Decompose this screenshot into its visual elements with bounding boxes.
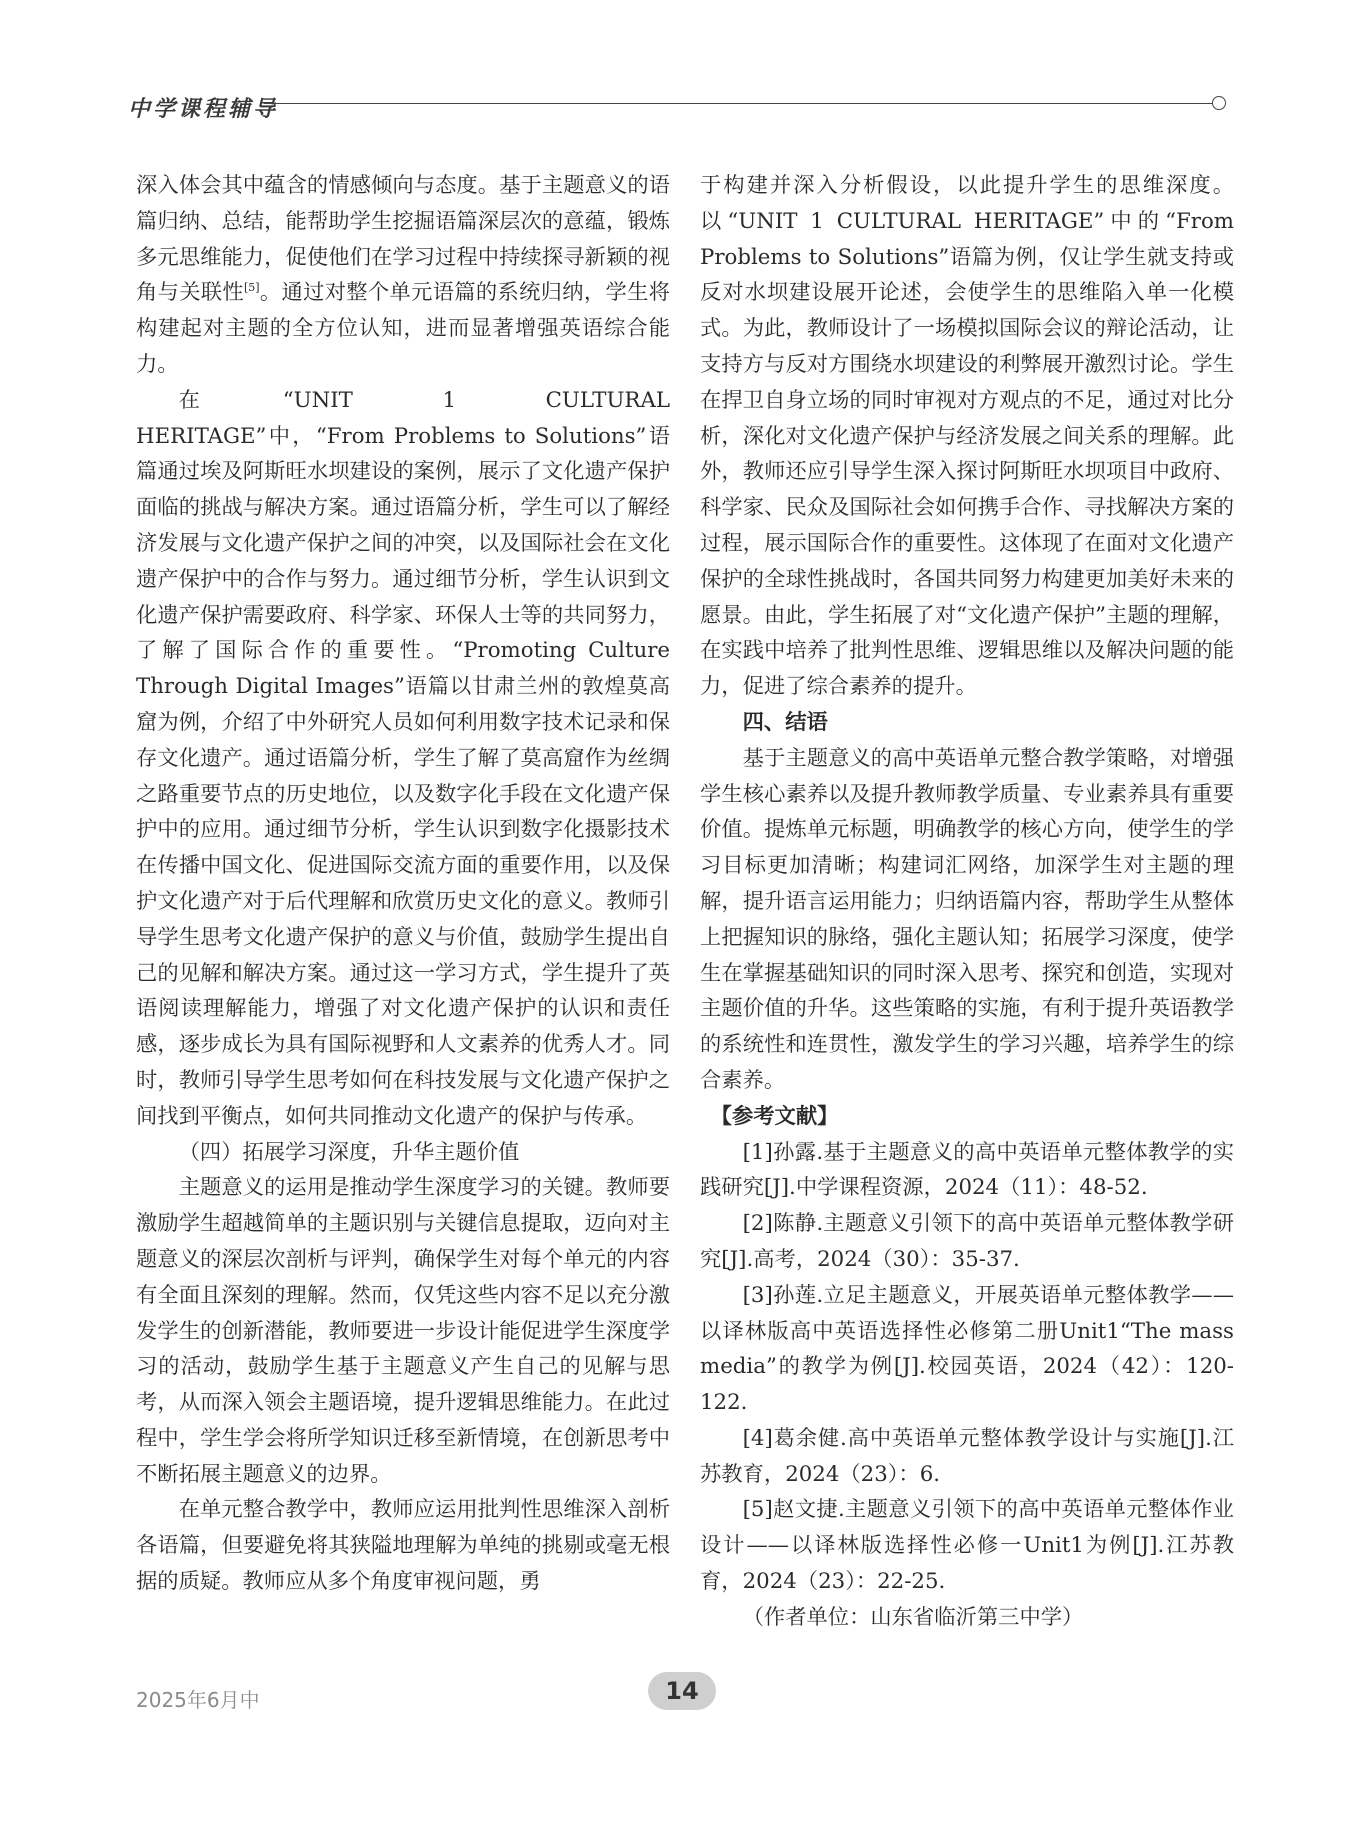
left-column bbox=[136, 168, 670, 1600]
page-number-badge: 14 bbox=[648, 1672, 716, 1710]
issue-date: 2025年6月中 bbox=[136, 1688, 260, 1712]
paragraph: 深入体会其中蕴含的情感倾向与态度。基于主题意义的语篇归纳、总结，能帮助学生挖掘语篇深层次的意蕴，锻炼多元思维能力，促使他们在学习过程中持续探寻新颖的视角与关联性[5]。通过对整个单元语篇的系统归纳，学生将构建起对主题的全方位认知，进而显著增强英语综合能力。 bbox=[136, 173, 670, 377]
header-circle-ornament bbox=[1212, 96, 1226, 110]
journal-name: 中学课程辅导 bbox=[128, 96, 279, 122]
reference-item: [4]葛余健.高中英语单元整体教学设计与实施[J].江苏教育，2024（23）：6. bbox=[700, 1425, 1234, 1487]
right-column bbox=[700, 168, 1234, 1636]
paragraph: 主题意义的运用是推动学生深度学习的关键。教师要激励学生超越简单的主题识别与关键信息提取，迈向对主题意义的深层次剖析与评判，确保学生对每个单元的内容有全面且深刻的理解。然而，仅凭这些内容不足以充分激发学生的创新潜能，教师要进一步设计能促进学生深度学习的活动，鼓励学生基于主题意义产生自己的见解与思考，从而深入领会主题语境，提升逻辑思维能力。在此过程中，学生学会将所学知识迁移至新情境，在创新思考中不断拓展主题意义的边界。 bbox=[136, 1175, 670, 1487]
author-affiliation: （作者单位：山东省临沂第三中学） bbox=[742, 1604, 1084, 1630]
citation-mark: [5] bbox=[244, 281, 260, 295]
header-rule bbox=[264, 103, 1214, 104]
paragraph: 基于主题意义的高中英语单元整合教学策略，对增强学生核心素养以及提升教师教学质量、专业素养具有重要价值。提炼单元标题，明确教学的核心方向，使学生的学习目标更加清晰；构建词汇网络，加深学生对主题的理解，提升语言运用能力；归纳语篇内容，帮助学生从整体上把握知识的脉络，强化主题认知；拓展学习深度，使学生在掌握基础知识的同时深入思考、探究和创造，实现对主题价值的升华。这些策略的实施，有利于提升英语教学的系统性和连贯性，激发学生的学习兴趣，培养学生的综合素养。 bbox=[700, 745, 1234, 1093]
reference-item: [1]孙露.基于主题意义的高中英语单元整体教学的实践研究[J].中学课程资源，2024（11）：48-52. bbox=[700, 1139, 1234, 1201]
paragraph: 在单元整合教学中，教师应运用批判性思维深入剖析各语篇，但要避免将其狭隘地理解为单纯的挑剔或毫无根据的质疑。教师应从多个角度审视问题，勇 bbox=[136, 1497, 670, 1595]
reference-item: [5]赵文捷.主题意义引领下的高中英语单元整体作业设计——以译林版选择性必修一Unit1为例[J].江苏教育，2024（23）：22-25. bbox=[700, 1497, 1234, 1595]
references-heading: 【参考文献】 bbox=[710, 1103, 839, 1129]
section-heading: 四、结语 bbox=[742, 709, 828, 735]
paragraph: 于构建并深入分析假设，以此提升学生的思维深度。以“UNIT 1 CULTURAL HERITAGE”中的“From Problems to Solutions”语篇为例，仅让学生就支持或反对水坝建设展开论述，会使学生的思维陷入单一化模式。为此，教师设计了一场模拟国际会议的辩论活动，让支持方与反对方围绕水坝建设的利弊展开激烈讨论。学生在捍卫自身立场的同时审视对方观点的不足，通过对比分析，深化对文化遗产保护与经济发展之间关系的理解。此外，教师还应引导学生深入探讨阿斯旺水坝项目中政府、科学家、民众及国际社会如何携手合作、寻找解决方案的过程，展示国际合作的重要性。这体现了在面对文化遗产保护的全球性挑战时，各国共同努力构建更加美好未来的愿景。由此，学生拓展了对“文化遗产保护”主题的理解，在实践中培养了批判性思维、逻辑思维以及解决问题的能力，促进了综合素养的提升。 bbox=[700, 173, 1234, 700]
paragraph: 在“UNIT 1 CULTURAL HERITAGE”中，“From Problems to Solutions”语篇通过埃及阿斯旺水坝建设的案例，展示了文化遗产保护面临的挑战与解决方案。通过语篇分析，学生可以了解经济发展与文化遗产保护之间的冲突，以及国际社会在文化遗产保护中的合作与努力。通过细节分析，学生认识到文化遗产保护需要政府、科学家、环保人士等的共同努力，了解了国际合作的重要性。“Promoting Culture Through Digital Images”语篇以甘肃兰州的敦煌莫高窟为例，介绍了中外研究人员如何利用数字技术记录和保存文化遗产。通过语篇分析，学生了解了莫高窟作为丝绸之路重要节点的历史地位，以及数字化手段在文化遗产保护中的应用。通过细节分析，学生认识到数字化摄影技术在传播中国文化、促进国际交流方面的重要作用，以及保护文化遗产对于后代理解和欣赏历史文化的意义。教师引导学生思考文化遗产保护的意义与价值，鼓励学生提出自己的见解和解决方案。通过这一学习方式，学生提升了英语阅读理解能力，增强了对文化遗产保护的认识和责任感，逐步成长为具有国际视野和人文素养的优秀人才。同时，教师引导学生思考如何在科技发展与文化遗产保护之间找到平衡点，如何共同推动文化遗产的保护与传承。 bbox=[136, 387, 670, 1129]
subsection-heading: （四）拓展学习深度，升华主题价值 bbox=[178, 1139, 520, 1165]
reference-item: [3]孙莲.立足主题意义，开展英语单元整体教学——以译林版高中英语选择性必修第二册Unit1“The mass media”的教学为例[J].校园英语，2024（42）：120-122. bbox=[700, 1282, 1234, 1416]
reference-item: [2]陈静.主题意义引领下的高中英语单元整体教学研究[J].高考，2024（30）：35-37. bbox=[700, 1211, 1234, 1272]
